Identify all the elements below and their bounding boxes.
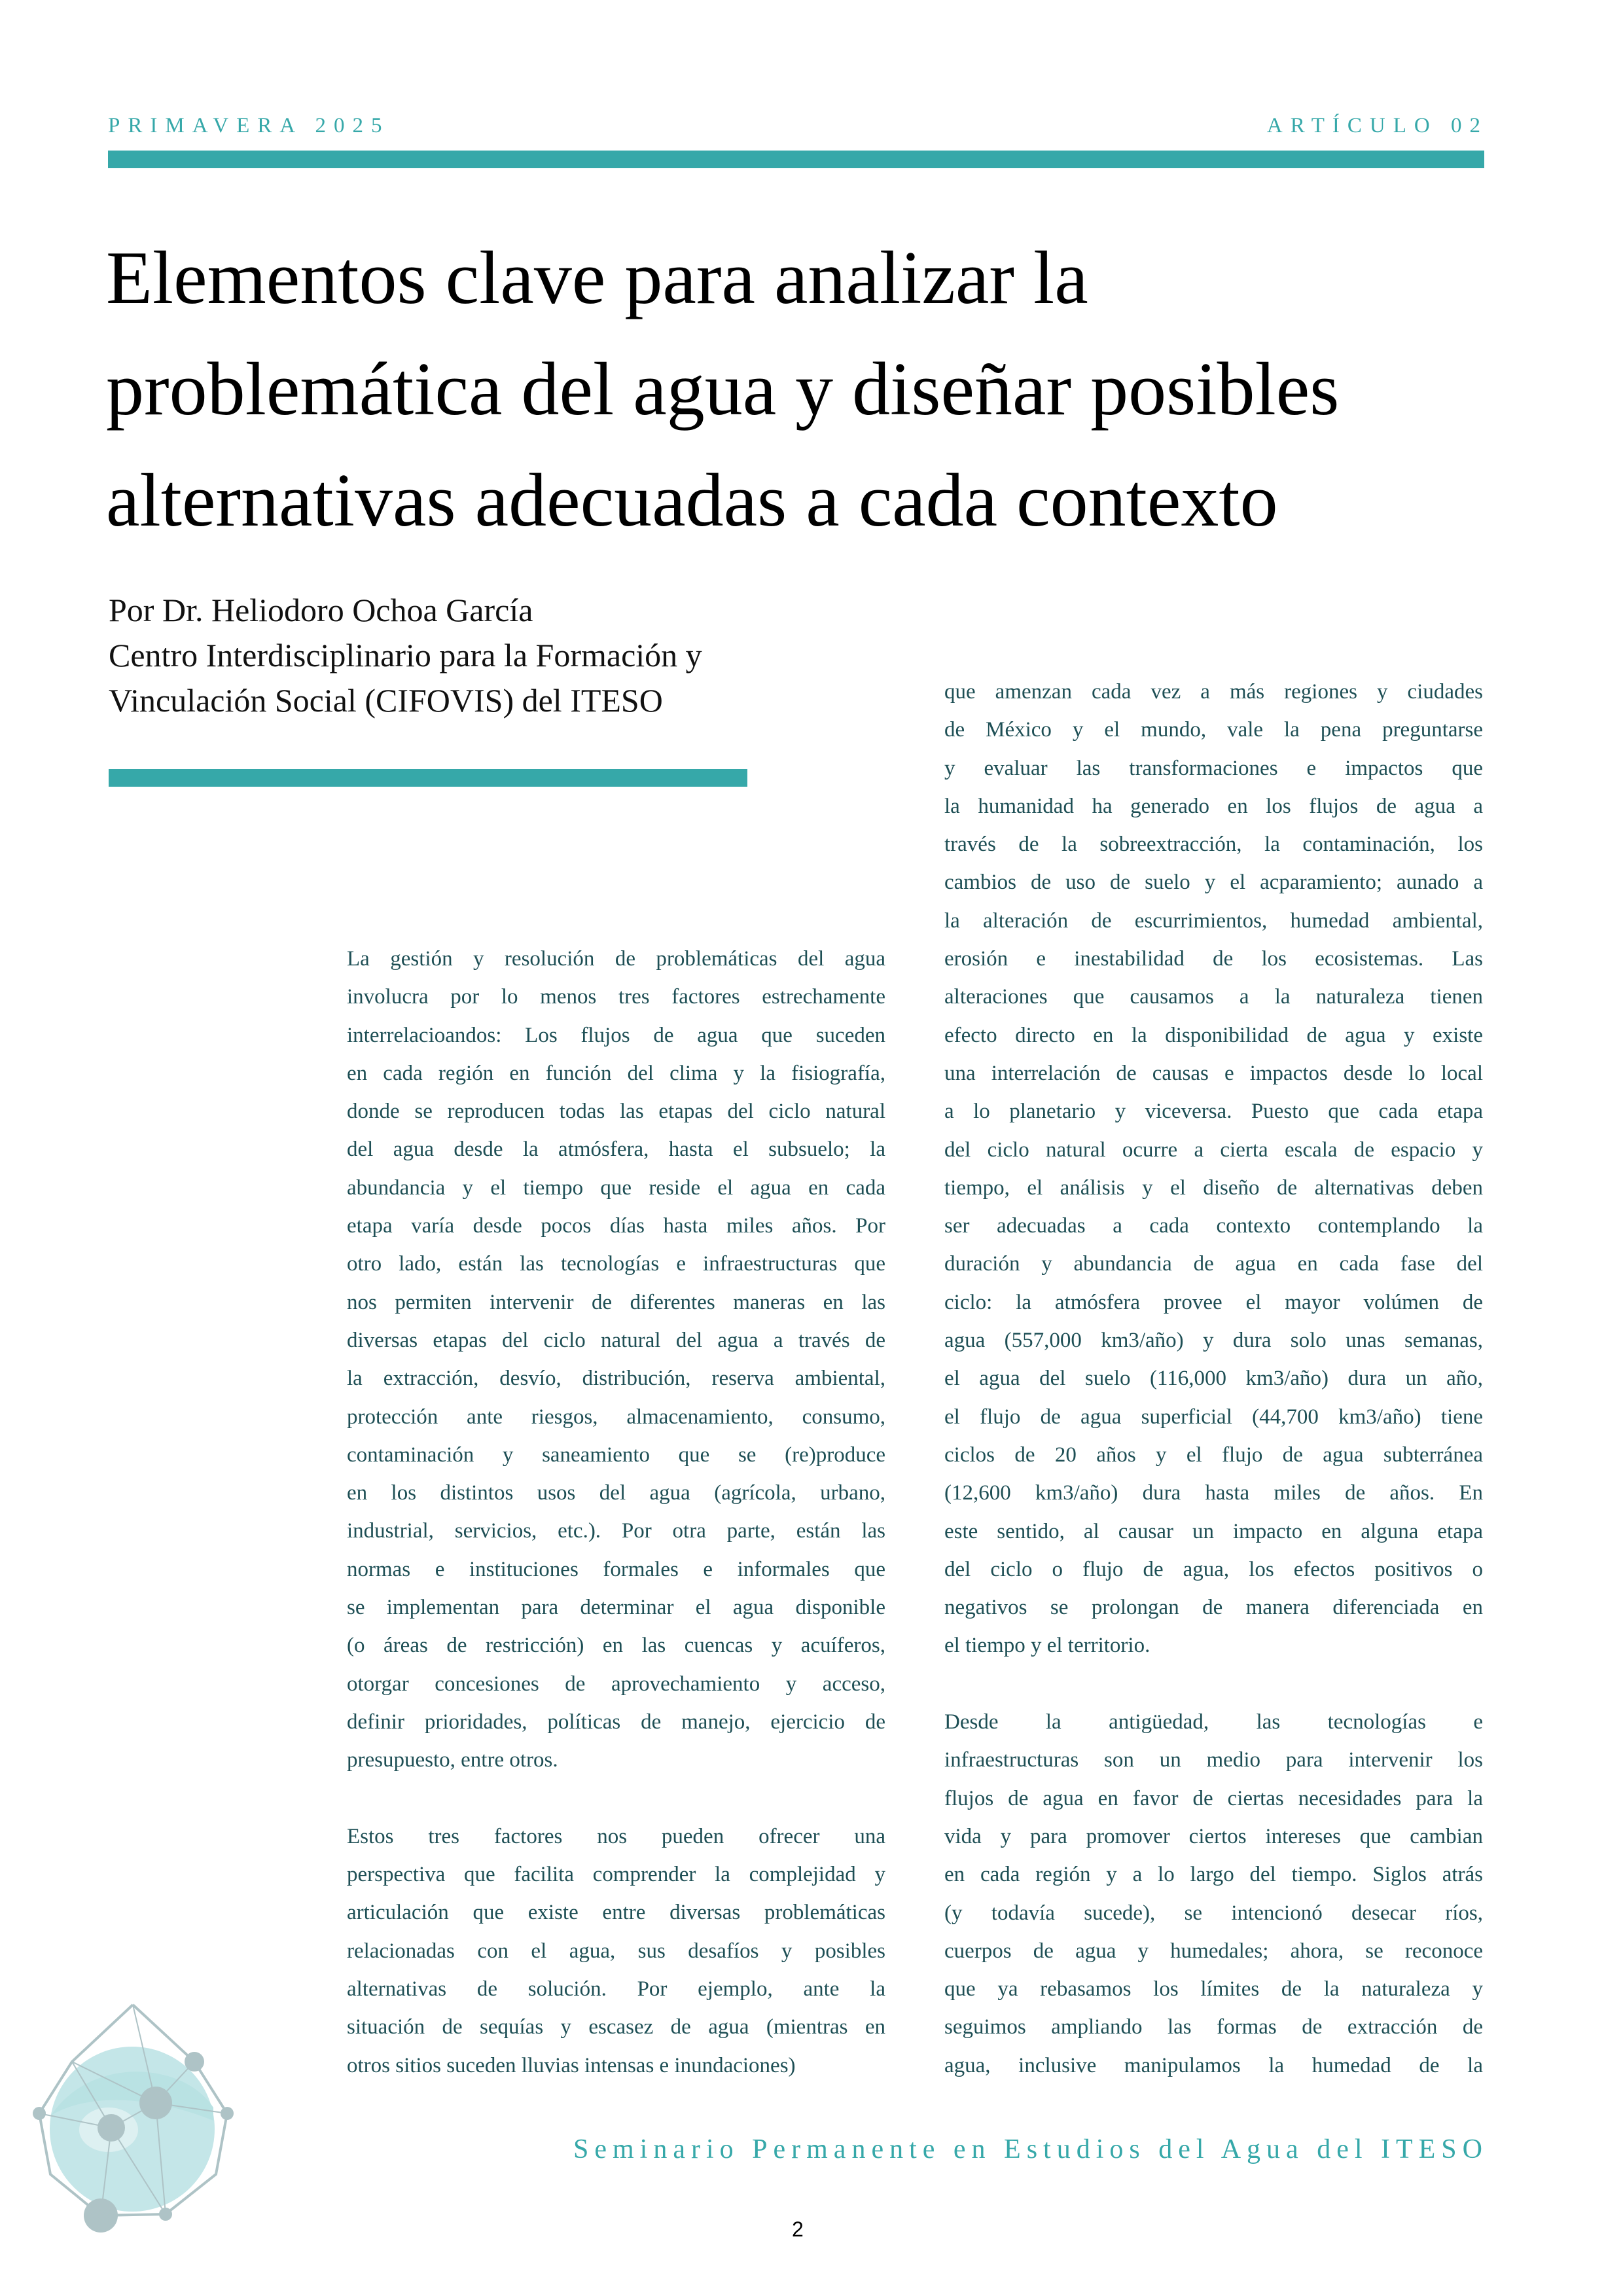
body-text-line: la alteración de escurrimientos, humedad ambiental,: [944, 908, 1483, 933]
article-title: [106, 223, 1493, 556]
author-affiliation: Centro Interdisciplinario para la Formación y: [109, 637, 702, 673]
body-text-line: el agua del suelo (116,000 km3/año) dura un año,: [944, 1367, 1483, 1391]
body-text-line: alternativas de solución. Por ejemplo, ante la: [347, 1977, 885, 2001]
footer-seminar-name: Seminario Permanente en Estudios del Agua del ITESO: [573, 2134, 1488, 2164]
body-text-line: industrial, servicios, etc.). Por otra parte, están las: [347, 1519, 885, 1543]
title-line: alternativas adecuadas a cada contexto: [106, 459, 1278, 543]
logo-node: [98, 2114, 125, 2142]
body-text-line: diversas etapas del ciclo natural del agua a través de: [347, 1328, 885, 1352]
logo-node: [185, 2052, 204, 2072]
logo-node: [33, 2107, 46, 2120]
body-text-line: la extracción, desvío, distribución, reserva ambiental,: [347, 1367, 885, 1391]
body-text-line: situación de sequías y escasez de agua (mientras en: [347, 2015, 885, 2039]
body-text-line: de México y el mundo, vale la pena preguntarse: [944, 718, 1483, 742]
body-text-line: contaminación y saneamiento que se (re)produce: [347, 1443, 885, 1467]
body-text-line: en los distintos usos del agua (agrícola, urbano,: [347, 1481, 885, 1505]
logo-node: [139, 2087, 172, 2119]
body-text-line: este sentido, al causar un impacto en alguna etapa: [944, 1519, 1483, 1543]
issue-season: PRIMAVERA 2025: [108, 114, 390, 137]
body-text-line: en cada región y a lo largo del tiempo. Siglos atrás: [944, 1863, 1483, 1887]
title-line: problemática del agua y diseñar posibles: [106, 348, 1340, 431]
body-text-line: cambios de uso de suelo y el acparamiento; aunado a: [944, 870, 1483, 895]
body-text-line: el flujo de agua superficial (44,700 km3/año) tiene: [944, 1405, 1483, 1429]
body-text-line: protección ante riesgos, almacenamiento, consumo,: [347, 1405, 885, 1429]
body-text-line: tiempo, el análisis y el diseño de alternativas deben: [944, 1175, 1483, 1200]
body-column-2: [944, 673, 1483, 2085]
body-text-line: y evaluar las transformaciones e impactos que: [944, 756, 1483, 780]
body-text-line: presupuesto, entre otros.: [347, 1748, 558, 1772]
body-text-line: seguimos ampliando las formas de extracción de: [944, 2015, 1483, 2039]
author-divider-bar: [109, 769, 747, 787]
body-text-line: del ciclo natural ocurre a cierta escala de espacio y: [944, 1138, 1483, 1162]
body-text-line: del ciclo o flujo de agua, los efectos positivos o: [944, 1557, 1483, 1581]
author-block: [109, 588, 894, 723]
body-text-line: otro lado, están las tecnologías e infraestructuras que: [347, 1252, 885, 1276]
article-number: ARTÍCULO 02: [1266, 114, 1488, 137]
body-text-line: ciclos de 20 años y el flujo de agua subterránea: [944, 1443, 1483, 1467]
body-column-1: [347, 940, 885, 2085]
body-text-line: que amenzan cada vez a más regiones y ciudades: [944, 680, 1483, 704]
body-text-line: infraestructuras son un medio para intervenir los: [944, 1748, 1483, 1772]
body-text-line: ciclo: la atmósfera provee el mayor volúmen de: [944, 1290, 1483, 1314]
body-text-line: (o áreas de restricción) en las cuencas y acuíferos,: [347, 1634, 885, 1658]
body-text-line: que ya rebasamos los límites de la naturaleza y: [944, 1977, 1483, 2001]
logo-node: [84, 2198, 118, 2233]
body-text-line: el tiempo y el territorio.: [944, 1634, 1150, 1658]
body-text-line: involucra por lo menos tres factores estrechamente: [347, 985, 885, 1009]
body-text-line: alteraciones que causamos a la naturaleza tienen: [944, 985, 1483, 1009]
body-text-line: donde se reproducen todas las etapas del ciclo natural: [347, 1100, 885, 1124]
body-text-line: normas e instituciones formales e informales que: [347, 1557, 885, 1581]
paragraph-break: [944, 1665, 1483, 1703]
header-divider-bar: [108, 151, 1484, 168]
author-affiliation: Vinculación Social (CIFOVIS) del ITESO: [109, 682, 663, 719]
body-text-line: vida y para promover ciertos intereses que cambian: [944, 1824, 1483, 1848]
body-text-line: otros sitios suceden lluvias intensas e inundaciones): [347, 2053, 796, 2077]
body-text-line: través de la sobreextracción, la contaminación, los: [944, 833, 1483, 857]
body-text-line: a lo planetario y viceversa. Puesto que cada etapa: [944, 1100, 1483, 1124]
body-text-line: interrelacioandos: Los flujos de agua que suceden: [347, 1023, 885, 1047]
body-text-line: del agua desde la atmósfera, hasta el subsuelo; la: [347, 1138, 885, 1162]
body-text-line: relacionadas con el agua, sus desafíos y posibles: [347, 1939, 885, 1963]
body-text-line: nos permiten intervenir de diferentes maneras en las: [347, 1290, 885, 1314]
body-text-line: Desde la antigüedad, las tecnologías e: [944, 1710, 1483, 1734]
title-line: Elementos clave para analizar la: [106, 236, 1088, 320]
body-text-line: erosión e inestabilidad de los ecosistemas. Las: [944, 947, 1483, 971]
body-text-line: articulación que existe entre diversas problemáticas: [347, 1901, 885, 1925]
body-text-line: La gestión y resolución de problemáticas del agua: [347, 947, 885, 971]
body-text-line: agua, inclusive manipulamos la humedad de la: [944, 2053, 1483, 2077]
body-text-line: etapa varía desde pocos días hasta miles años. Por: [347, 1214, 885, 1238]
body-text-line: (12,600 km3/año) dura hasta miles de años. En: [944, 1481, 1483, 1505]
body-text-line: Estos tres factores nos pueden ofrecer una: [347, 1824, 885, 1848]
body-text-line: negativos se prolongan de manera diferenciada en: [944, 1596, 1483, 1620]
body-text-line: agua (557,000 km3/año) y dura solo unas semanas,: [944, 1329, 1483, 1353]
body-text-line: efecto directo en la disponibilidad de agua y existe: [944, 1023, 1483, 1047]
body-text-line: definir prioridades, políticas de manejo, ejercicio de: [347, 1710, 885, 1734]
page-number: 2: [792, 2217, 804, 2241]
body-text-line: la humanidad ha generado en los flujos de agua a: [944, 794, 1483, 818]
body-text-line: duración y abundancia de agua en cada fase del: [944, 1252, 1483, 1276]
body-text-line: flujos de agua en favor de ciertas necesidades para la: [944, 1786, 1483, 1810]
body-text-line: abundancia y el tiempo que reside el agua en cada: [347, 1175, 885, 1200]
author-name: Por Dr. Heliodoro Ochoa García: [109, 592, 533, 628]
water-drop-network-logo-icon: [0, 1964, 275, 2296]
body-text-line: (y todavía sucede), se intencionó desecar ríos,: [944, 1901, 1483, 1925]
body-text-line: una interrelación de causas e impactos desde lo local: [944, 1061, 1483, 1085]
body-text-line: cuerpos de agua y humedales; ahora, se reconoce: [944, 1939, 1483, 1963]
body-text-line: se implementan para determinar el agua disponible: [347, 1596, 885, 1620]
logo-node: [221, 2107, 234, 2120]
logo-node: [159, 2208, 172, 2221]
body-text-line: perspectiva que facilita comprender la complejidad y: [347, 1863, 885, 1887]
body-text-line: otorgar concesiones de aprovechamiento y acceso,: [347, 1672, 885, 1696]
body-text-line: en cada región en función del clima y la fisiografía,: [347, 1061, 885, 1085]
body-text-line: ser adecuadas a cada contexto contemplando la: [944, 1214, 1483, 1238]
paragraph-break: [347, 1780, 885, 1818]
